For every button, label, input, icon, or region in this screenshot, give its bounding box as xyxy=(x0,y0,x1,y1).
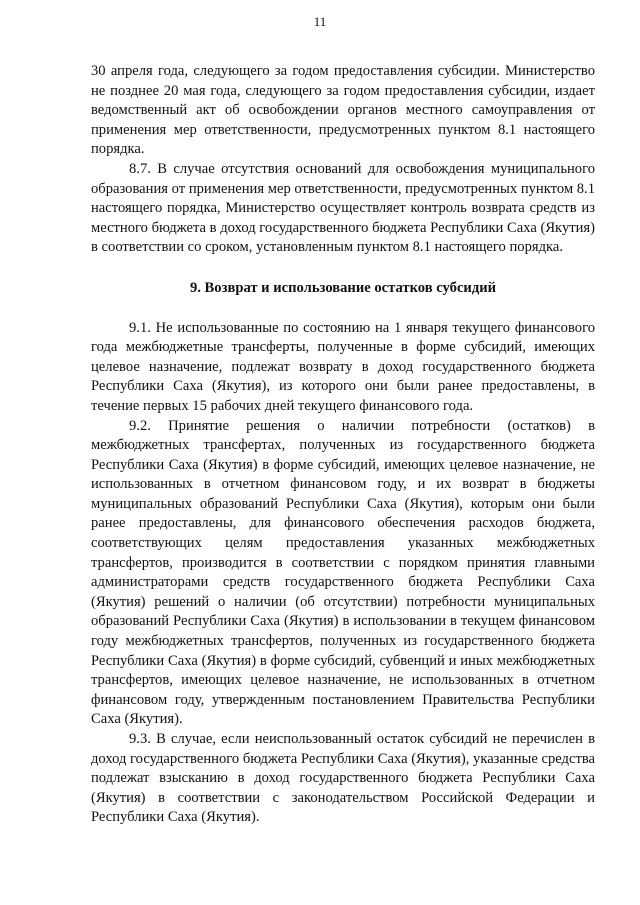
paragraph-8-7: 8.7. В случае отсутствия оснований для освобождения муниципального образования от применения мер ответственности, предусмотренных пунктом 8.1 настоящего порядка, Министерство осуществляет контроль возврата средств из местного бюджета в доход государственного бюджета Республики Саха (Якутия) в соответствии со сроком, установленным пунктом 8.1 настоящего порядка. xyxy=(91,160,595,256)
paragraph-9-1: 9.1. Не использованные по состоянию на 1 января текущего финансового года межбюджетные трансферты, полученные в форме субсидий, имеющих целевое назначение, подлежат возврату в доход государственного бюджета Республики Саха (Якутия), из которого они были ранее предоставлены, в течение первых 15 рабочих дней текущего финансового года. xyxy=(91,319,595,414)
section-heading: 9. Возврат и использование остатков субсидий xyxy=(189,279,497,296)
document-body xyxy=(91,62,595,828)
paragraph-8-6-tail: 30 апреля года, следующего за годом предоставления субсидии. Министерство не позднее 20 мая года, следующего за годом предоставления субсидии, издает ведомственный акт об освобождении органов местного самоуправления от применения мер ответственности, предусмотренных пунктом 8.1 настоящего порядка. xyxy=(91,63,595,158)
paragraph-9-3: 9.3. В случае, если неиспользованный остаток субсидий не перечислен в доход государственного бюджета Республики Саха (Якутия), указанные средства подлежат взысканию в доход государственного бюджета Республики Саха (Якутия) в соответствии с законодательством Российской Федерации и Республики Саха (Якутия). xyxy=(91,731,595,826)
paragraph-9-2: 9.2. Принятие решения о наличии потребности (остатков) в межбюджетных трансфертах, полученных из государственного бюджета Республики Саха (Якутия) в форме субсидий, имеющих целевое назначение, не использованных в отчетном финансовом году, и их возврат в бюджеты муниципальных образований Республики Саха (Якутия), которым они были ранее предоставлены, для финансового обеспечения расходов бюджета, соответствующих целям предоставления указанных межбюджетных трансфертов, производится в соответствии с порядком принятия главными администраторами средств государственного бюджета Республики Саха (Якутия) решений о наличии (об отсутствии) потребности муниципальных образований Республики Саха (Якутия) в использовании в текущем финансовом году межбюджетных трансфертов, полученных из государственного бюджета Республики Саха (Якутия) в форме субсидий, субвенций и иных межбюджетных трансфертов, имеющих целевое назначение, не использованных в отчетном финансовом году, утвержденным постановлением Правительства Республики Саха (Якутия). xyxy=(91,417,595,728)
page-number: 11 xyxy=(313,14,327,29)
